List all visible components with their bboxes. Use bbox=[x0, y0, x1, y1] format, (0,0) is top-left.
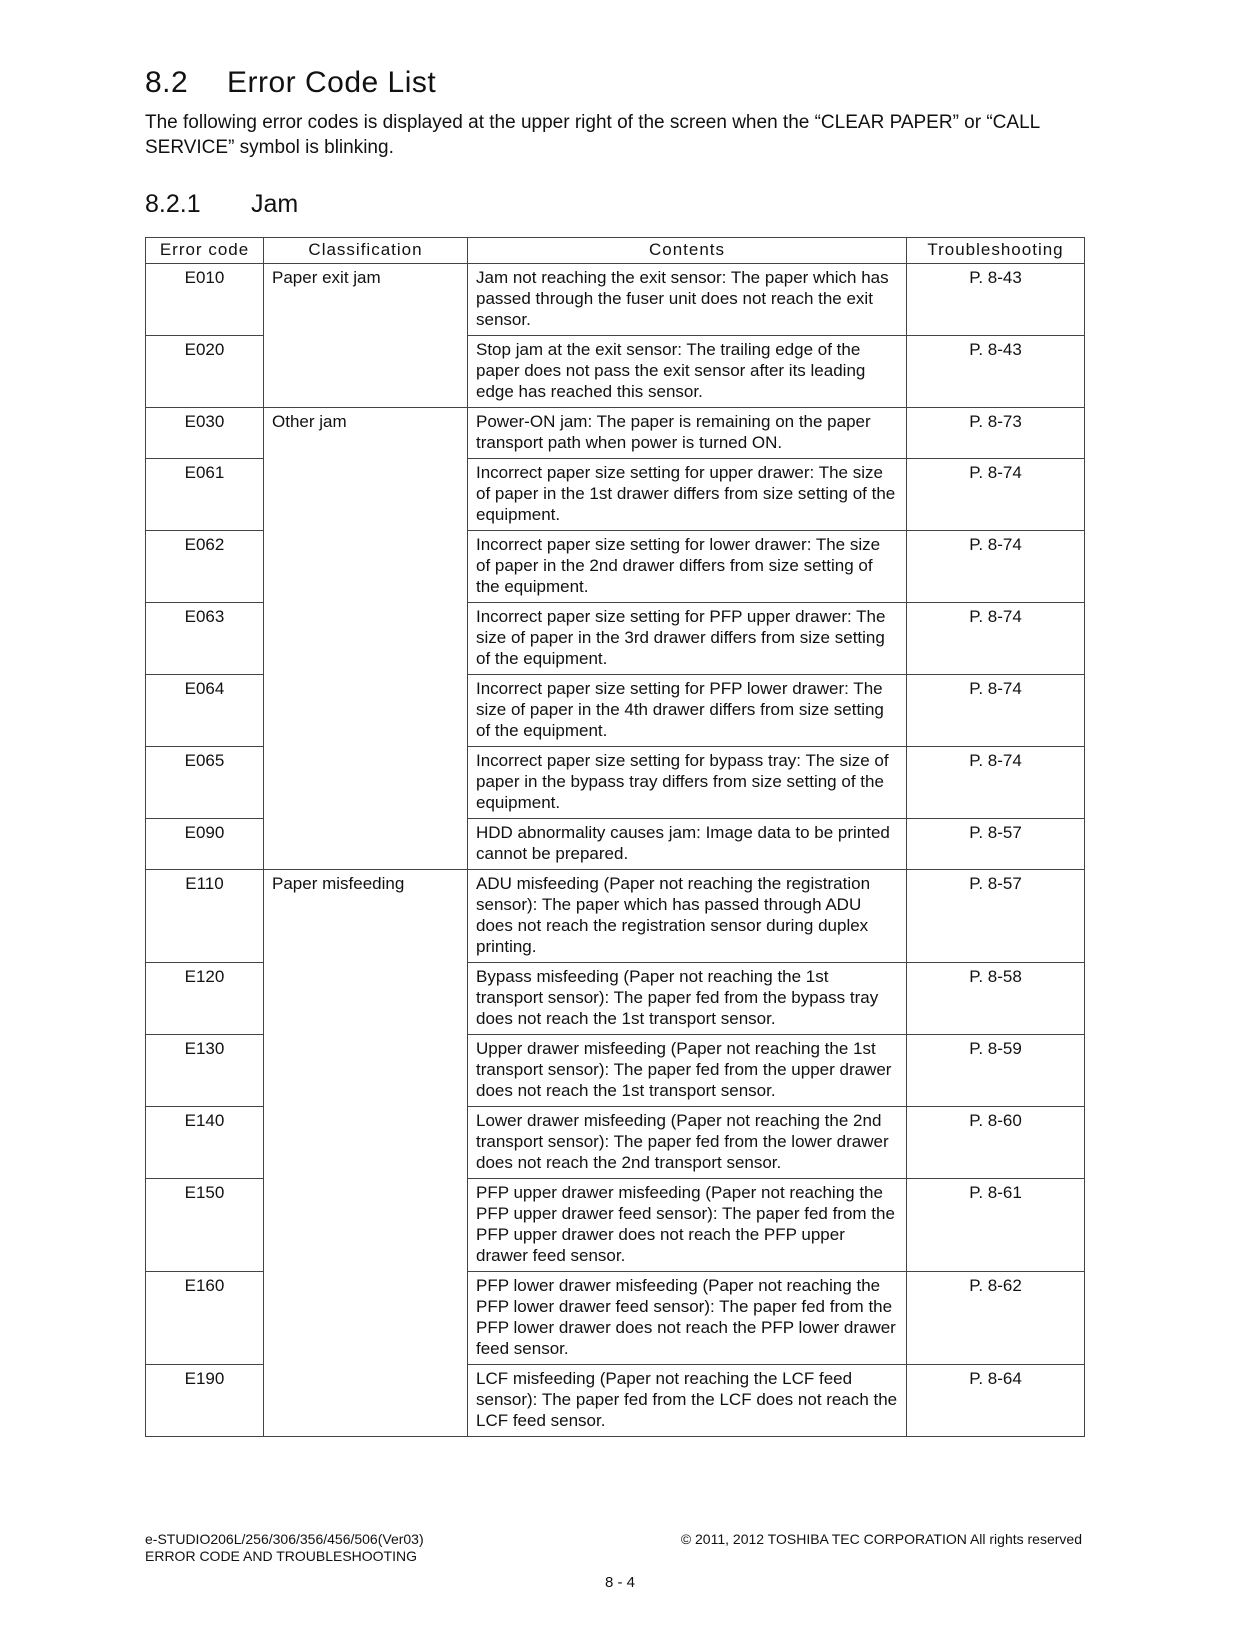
troubleshooting-cell: P. 8-74 bbox=[907, 531, 1085, 603]
troubleshooting-cell: P. 8-57 bbox=[907, 819, 1085, 870]
contents-cell: Bypass misfeeding (Paper not reaching the 1st transport sensor): The paper fed from the bypass tray does not reach the 1st transport sensor. bbox=[468, 963, 907, 1035]
contents-cell: Incorrect paper size setting for bypass tray: The size of paper in the bypass tray differs from size setting of the equipment. bbox=[468, 747, 907, 819]
error-code-cell: E140 bbox=[146, 1107, 264, 1179]
troubleshooting-cell: P. 8-74 bbox=[907, 459, 1085, 531]
troubleshooting-cell: P. 8-59 bbox=[907, 1035, 1085, 1107]
contents-cell: Incorrect paper size setting for PFP lower drawer: The size of paper in the 4th drawer differs from size setting of the equipment. bbox=[468, 675, 907, 747]
footer-model: e-STUDIO206L/256/306/356/456/506(Ver03) bbox=[145, 1531, 424, 1547]
troubleshooting-cell: P. 8-62 bbox=[907, 1272, 1085, 1365]
troubleshooting-cell: P. 8-74 bbox=[907, 675, 1085, 747]
classification-cell: Other jam bbox=[264, 408, 468, 870]
section-title: Error Code List bbox=[227, 66, 437, 99]
contents-cell: HDD abnormality causes jam: Image data to be printed cannot be prepared. bbox=[468, 819, 907, 870]
error-code-cell: E020 bbox=[146, 336, 264, 408]
contents-cell: Incorrect paper size setting for PFP upper drawer: The size of paper in the 3rd drawer differs from size setting of the equipment. bbox=[468, 603, 907, 675]
header-troubleshooting: Troubleshooting bbox=[907, 238, 1085, 264]
contents-cell: ADU misfeeding (Paper not reaching the registration sensor): The paper which has passed through ADU does not reach the registration sensor during duplex printing. bbox=[468, 870, 907, 963]
contents-cell: PFP upper drawer misfeeding (Paper not reaching the PFP upper drawer feed sensor): The paper fed from the PFP upper drawer does not reach the PFP upper drawer feed sensor. bbox=[468, 1179, 907, 1272]
error-code-cell: E064 bbox=[146, 675, 264, 747]
subsection-title: Jam bbox=[251, 190, 299, 218]
footer-left bbox=[145, 1531, 424, 1565]
troubleshooting-cell: P. 8-61 bbox=[907, 1179, 1085, 1272]
error-code-cell: E065 bbox=[146, 747, 264, 819]
troubleshooting-cell: P. 8-43 bbox=[907, 264, 1085, 336]
table-row bbox=[146, 870, 1085, 963]
contents-cell: Stop jam at the exit sensor: The trailing edge of the paper does not pass the exit sensor after its leading edge has reached this sensor. bbox=[468, 336, 907, 408]
error-code-cell: E160 bbox=[146, 1272, 264, 1365]
contents-cell: Power-ON jam: The paper is remaining on the paper transport path when power is turned ON. bbox=[468, 408, 907, 459]
troubleshooting-cell: P. 8-43 bbox=[907, 336, 1085, 408]
error-code-cell: E120 bbox=[146, 963, 264, 1035]
contents-cell: Incorrect paper size setting for lower drawer: The size of paper in the 2nd drawer differs from size setting of the equipment. bbox=[468, 531, 907, 603]
header-classification: Classification bbox=[264, 238, 468, 264]
classification-cell: Paper exit jam bbox=[264, 264, 468, 408]
troubleshooting-cell: P. 8-74 bbox=[907, 603, 1085, 675]
subsection-number: 8.2.1 bbox=[145, 190, 201, 218]
contents-cell: Upper drawer misfeeding (Paper not reaching the 1st transport sensor): The paper fed from the upper drawer does not reach the 1st transport sensor. bbox=[468, 1035, 907, 1107]
error-code-cell: E010 bbox=[146, 264, 264, 336]
error-code-cell: E110 bbox=[146, 870, 264, 963]
table-header-row bbox=[146, 238, 1085, 264]
section-number: 8.2 bbox=[145, 66, 189, 99]
table-row bbox=[146, 408, 1085, 459]
intro-paragraph: The following error codes is displayed at the upper right of the screen when the “CLEAR PAPER” or “CALL SERVICE” symbol is blinking. bbox=[145, 112, 1040, 158]
footer-copyright: © 2011, 2012 TOSHIBA TEC CORPORATION All rights reserved bbox=[680, 1531, 1082, 1547]
error-code-cell: E062 bbox=[146, 531, 264, 603]
troubleshooting-cell: P. 8-58 bbox=[907, 963, 1085, 1035]
troubleshooting-cell: P. 8-57 bbox=[907, 870, 1085, 963]
footer-chapter: ERROR CODE AND TROUBLESHOOTING bbox=[145, 1548, 418, 1564]
troubleshooting-cell: P. 8-64 bbox=[907, 1365, 1085, 1437]
error-code-cell: E150 bbox=[146, 1179, 264, 1272]
troubleshooting-cell: P. 8-74 bbox=[907, 747, 1085, 819]
page-number: 8 - 4 bbox=[604, 1574, 635, 1591]
header-error-code: Error code bbox=[146, 238, 264, 264]
subsection-heading bbox=[145, 190, 298, 219]
error-code-cell: E130 bbox=[146, 1035, 264, 1107]
header-contents: Contents bbox=[468, 238, 907, 264]
error-code-cell: E061 bbox=[146, 459, 264, 531]
classification-cell: Paper misfeeding bbox=[264, 870, 468, 1437]
error-code-cell: E030 bbox=[146, 408, 264, 459]
contents-cell: LCF misfeeding (Paper not reaching the LCF feed sensor): The paper fed from the LCF does not reach the LCF feed sensor. bbox=[468, 1365, 907, 1437]
contents-cell: Incorrect paper size setting for upper drawer: The size of paper in the 1st drawer differs from size setting of the equipment. bbox=[468, 459, 907, 531]
jam-error-table bbox=[145, 237, 1085, 1437]
section-heading bbox=[145, 66, 436, 100]
contents-cell: PFP lower drawer misfeeding (Paper not reaching the PFP lower drawer feed sensor): The paper fed from the PFP lower drawer does not reach the PFP lower drawer feed sensor. bbox=[468, 1272, 907, 1365]
contents-cell: Lower drawer misfeeding (Paper not reaching the 2nd transport sensor): The paper fed from the lower drawer does not reach the 2nd transport sensor. bbox=[468, 1107, 907, 1179]
troubleshooting-cell: P. 8-60 bbox=[907, 1107, 1085, 1179]
error-code-cell: E090 bbox=[146, 819, 264, 870]
troubleshooting-cell: P. 8-73 bbox=[907, 408, 1085, 459]
error-code-cell: E063 bbox=[146, 603, 264, 675]
contents-cell: Jam not reaching the exit sensor: The paper which has passed through the fuser unit does not reach the exit sensor. bbox=[468, 264, 907, 336]
error-code-cell: E190 bbox=[146, 1365, 264, 1437]
table-row bbox=[146, 264, 1085, 336]
